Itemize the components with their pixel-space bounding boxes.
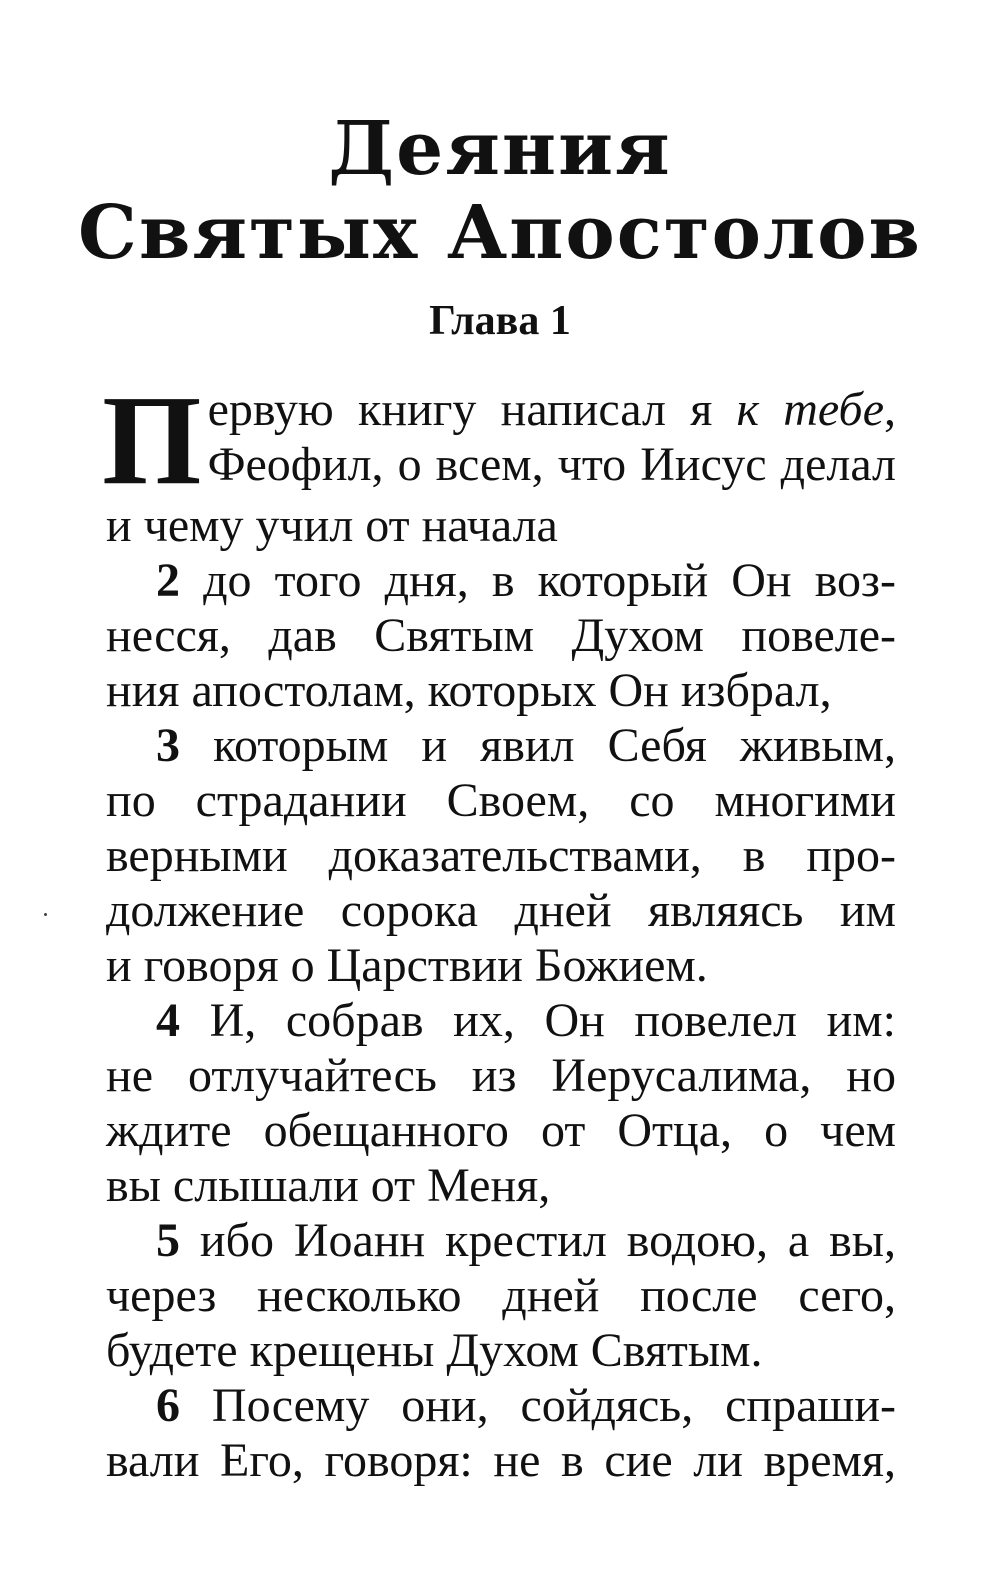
verse-1-line-1-punct: ,: [884, 383, 896, 436]
verse-3-line-1: [106, 718, 896, 773]
verse-3: [106, 718, 896, 993]
verse-4-line-3: ждите обещанного от Отца, о чем: [106, 1104, 896, 1157]
verse-3-line-2: по страдании Своем, со многими: [106, 774, 896, 827]
verse-number: 6: [156, 1379, 180, 1432]
verse-text: которым и явил Себя живым,: [213, 719, 897, 772]
verse-1-line-3: и чему учил от начала: [106, 499, 558, 552]
chapter-heading: Глава 1: [429, 298, 571, 344]
verse-4-line-2: не отлучайтесь из Иерусалима, но: [106, 1049, 896, 1102]
verse-text: И, собрав их, Он повелел им:: [209, 994, 896, 1047]
verse-1-italic-text: к тебе: [736, 383, 884, 436]
verse-5: [106, 1213, 896, 1378]
verse-3-line-3: верными доказательствами, в про-: [106, 829, 896, 882]
verse-number: 2: [156, 554, 180, 607]
drop-cap: П: [102, 369, 202, 511]
verse-2-line-3: ния апостолам, которых Он избрал,: [106, 664, 832, 717]
verse-6-line-2: вали Его, говоря: не в сие ли время,: [106, 1434, 896, 1487]
verse-2-line-1: [106, 553, 896, 608]
verse-text: Посему они, сойдясь, спраши-: [211, 1379, 897, 1432]
verse-4-line-4: вы слышали от Меня,: [106, 1159, 551, 1212]
verse-2: [106, 553, 896, 718]
verse-5-line-3: будете крещены Духом Святым.: [106, 1324, 763, 1377]
verse-3-line-5: и говоря о Царствии Божием.: [106, 939, 708, 992]
verse-1-line-1-text: ервую книгу написал я: [207, 383, 737, 436]
verse-5-line-2: через несколько дней после сего,: [106, 1269, 896, 1322]
verse-1: [102, 369, 896, 553]
print-speck: [44, 913, 47, 916]
verse-5-line-1: [106, 1213, 896, 1268]
chapter-text: [102, 369, 897, 1488]
verse-text: ибо Иоанн крестил водою, а вы,: [199, 1214, 896, 1267]
book-title-line-1: Деяния: [328, 106, 672, 192]
verse-text: до того дня, в который Он воз-: [203, 554, 896, 607]
verse-6-line-1: [106, 1378, 896, 1433]
verse-2-line-2: несся, дав Святым Духом повеле-: [106, 609, 896, 662]
verse-4: [106, 993, 896, 1213]
verse-3-line-4: должение сорока дней являясь им: [106, 884, 896, 937]
verse-1-line-2: Феофил, о всем, что Иисус делал: [207, 438, 896, 491]
verse-4-line-1: [106, 993, 896, 1048]
verse-1-line-1: [106, 382, 896, 437]
verse-number: 4: [156, 994, 180, 1047]
verse-number: 3: [156, 719, 180, 772]
book-title-line-2: Святых Апостолов: [78, 190, 922, 276]
verse-6: [106, 1378, 896, 1488]
verse-number: 5: [156, 1214, 180, 1267]
